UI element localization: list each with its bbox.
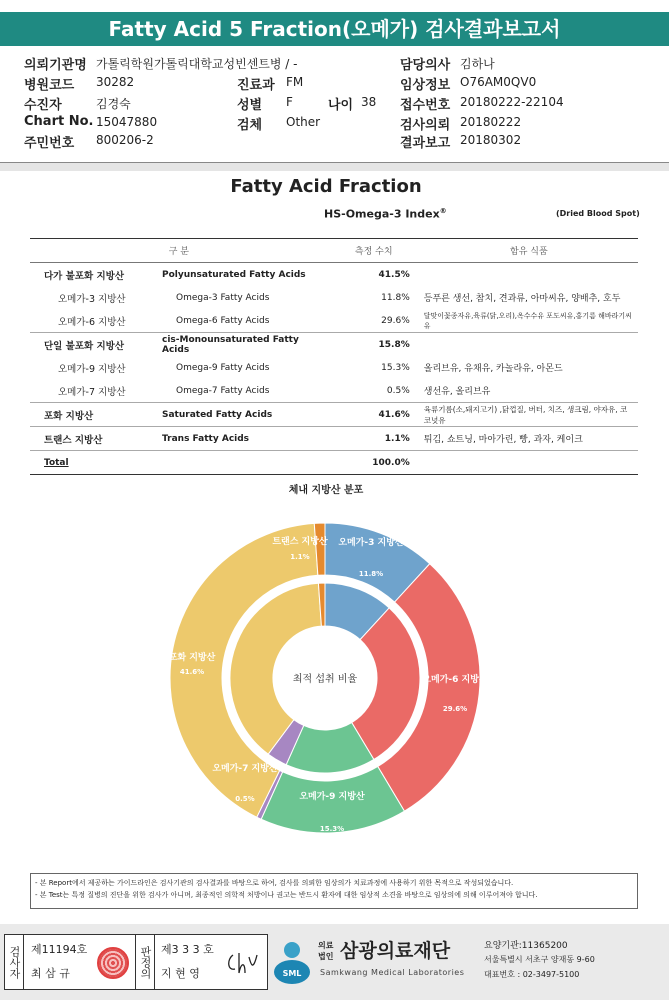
row-eng: Polyunsaturated Fatty Acids: [158, 263, 328, 287]
table-row: [30, 356, 638, 379]
row-eng: Omega-7 Fatty Acids: [176, 385, 270, 396]
org-code: 요양기관:11365200: [484, 941, 568, 951]
reviewer-number: 제3 3 3 호: [161, 943, 214, 956]
chart-no-value: 15047880: [96, 115, 158, 129]
patient-value: 김경숙: [96, 97, 131, 111]
row-value: 29.6%: [381, 315, 410, 326]
specimen-type: (Dried Blood Spot): [556, 209, 640, 218]
fatty-acid-donut-chart: [0, 500, 669, 860]
reviewer-signature-icon: [225, 949, 259, 977]
omega7-value: 0.5%: [235, 795, 255, 803]
table-row: [30, 379, 638, 403]
age-value: 38: [361, 95, 377, 109]
org-prefix-line2: 법인: [318, 952, 334, 961]
org-name: 삼광의료재단: [340, 940, 451, 962]
row-value: 41.5%: [328, 263, 420, 287]
examiner-label: 검사자: [5, 935, 24, 989]
row-food: 튀김, 쇼트닝, 마아가린, 빵, 과자, 케이크: [420, 427, 638, 451]
section-title: Fatty Acid Fraction: [230, 176, 422, 197]
omega3-name: 오메가-3 지방산: [338, 538, 404, 548]
row-food: 등푸른 생선, 참치, 견과류, 아마씨유, 양배추, 호두: [423, 294, 621, 304]
saturated-value: 41.6%: [179, 668, 205, 676]
resident-no-value: 800206-2: [96, 133, 154, 147]
row-food: 올리브유, 유채유, 카놀라유, 아몬드: [423, 364, 563, 374]
report-title: Fatty Acid 5 Fraction(오메가) 검사결과보고서: [0, 12, 669, 46]
row-eng: cis-Monounsaturated Fatty Acids: [158, 333, 328, 357]
row-kor: 다가 불포화 지방산: [30, 263, 158, 287]
trans-value: 1.1%: [290, 553, 310, 561]
examiner-name: 최 삼 규: [31, 967, 70, 980]
org-prefix-line1: 의료: [318, 941, 334, 950]
org-phone: 대표번호 : 02-3497-5100: [484, 970, 580, 979]
table-row-total: [30, 451, 638, 475]
fatty-acid-table: [30, 238, 638, 475]
table-header: [30, 239, 638, 263]
row-value: 15.8%: [328, 333, 420, 357]
age-label: 나이: [328, 98, 354, 113]
report-date-value: 20180302: [460, 133, 522, 147]
row-kor: 오메가-6 지방산: [58, 316, 126, 328]
doctor-label: 담당의사: [400, 58, 451, 73]
reception-label: 접수번호: [400, 98, 451, 113]
index-label-text: HS-Omega-3 Index: [324, 207, 440, 221]
department-value: FM: [286, 75, 304, 89]
omega9-name: 오메가-9 지방산: [299, 792, 365, 802]
signature-box: [4, 934, 268, 990]
specimen-label: 검체: [237, 118, 263, 133]
logo-text: SML: [282, 969, 302, 978]
row-kor: 오메가-3 지방산: [58, 293, 126, 305]
row-eng: Omega-3 Fatty Acids: [176, 292, 270, 303]
row-kor: 오메가-9 지방산: [58, 363, 126, 375]
row-kor: 트랜스 지방산: [30, 427, 158, 451]
reception-value: 20180222-22104: [460, 95, 564, 109]
chart-title: 체내 지방산 분포: [288, 485, 364, 496]
row-value: 1.1%: [328, 427, 420, 451]
report-notes: [30, 873, 638, 909]
omega3-value: 11.8%: [358, 570, 384, 578]
report-date-label: 결과보고: [400, 136, 451, 151]
row-kor: 포화 지방산: [30, 403, 158, 427]
col-value: 측정 수치: [328, 239, 420, 263]
row-kor: Total: [30, 451, 158, 475]
sex-value: F: [286, 95, 293, 109]
omega6-name: 오메가-6 지방산: [422, 675, 488, 685]
trans-name: 트랜스 지방산: [272, 537, 328, 547]
row-eng: Omega-6 Fatty Acids: [176, 315, 270, 326]
hospital-code-label: 병원코드: [24, 78, 75, 93]
footer: [0, 924, 669, 1000]
row-value: 100.0%: [328, 451, 420, 475]
row-value: 11.8%: [381, 292, 410, 303]
col-category: 구 분: [30, 239, 328, 263]
patient-label: 수진자: [24, 98, 62, 113]
row-value: 15.3%: [381, 362, 410, 373]
clinical-info-label: 임상정보: [400, 78, 451, 93]
row-eng: [158, 451, 328, 475]
hospital-code-value: 30282: [96, 75, 135, 89]
table-row: [30, 309, 638, 333]
note-line-1: - 본 Report에서 제공하는 가이드라인은 검사기관의 검사결과를 바탕으로 하여, 검사를 의뢰한 임상의가 치료과정에 사용하기 위한 목적으로 작성되었습니다.: [35, 879, 514, 887]
table-row: [30, 427, 638, 451]
specimen-value: Other: [286, 115, 321, 129]
table-row: [30, 263, 638, 287]
row-value: 0.5%: [386, 385, 410, 396]
table-row: [30, 286, 638, 309]
official-seal-icon: [97, 947, 129, 979]
col-food: 함유 식품: [420, 239, 638, 263]
request-date-value: 20180222: [460, 115, 522, 129]
clinical-info-value: O76AM0QV0: [460, 75, 537, 89]
reviewer-label: 판정의: [135, 935, 155, 989]
row-eng: Trans Fatty Acids: [158, 427, 328, 451]
table-row: [30, 403, 638, 427]
omega9-value: 15.3%: [319, 825, 345, 833]
org-english-name: Samkwang Medical Laboratories: [320, 968, 465, 977]
table-row: [30, 333, 638, 357]
row-value: 41.6%: [328, 403, 420, 427]
saturated-name: 포화 지방산: [168, 653, 216, 663]
row-food: [420, 333, 638, 357]
request-date-label: 검사의뢰: [400, 118, 451, 133]
sex-label: 성별: [237, 98, 263, 113]
omega6-value: 29.6%: [442, 705, 468, 713]
department-label: 진료과: [237, 78, 275, 93]
reviewer-name: 지 현 영: [161, 967, 200, 980]
row-food: [420, 263, 638, 287]
row-food: 생선유, 올리브유: [423, 387, 491, 397]
resident-no-label: 주민번호: [24, 136, 75, 151]
patient-info: [0, 0, 669, 160]
row-kor: 단일 불포화 지방산: [30, 333, 158, 357]
index-label: [324, 207, 447, 221]
examiner-number: 제11194호: [31, 943, 88, 956]
institution-value: 가톨릭학원가톨릭대학교성빈센트병 / -: [96, 57, 298, 71]
registered-mark: ®: [439, 207, 447, 215]
org-prefix: [318, 940, 333, 962]
sml-logo-shape: [272, 936, 312, 986]
divider-band: [0, 163, 669, 171]
row-food: [420, 451, 638, 475]
chart-no-label: Chart No.: [24, 114, 94, 129]
row-food: 육류기름(소,돼지고기) ,닭껍질, 버터, 치즈, 생크림, 야자유, 코코넛유: [420, 403, 638, 427]
row-eng: Omega-9 Fatty Acids: [176, 362, 270, 373]
org-address: 서울특별시 서초구 양재동 9-60: [484, 955, 595, 964]
row-eng: Saturated Fatty Acids: [158, 403, 328, 427]
institution-label: 의뢰기관명: [24, 58, 87, 73]
doctor-value: 김하나: [460, 57, 495, 71]
row-food: 달맞이꽃종자유,육류(닭,오리),옥수수유 포도씨유,홍기름 해바라기씨유: [423, 311, 632, 330]
center-label: 최적 섭취 비율: [292, 674, 358, 685]
note-line-2: - 본 Test는 특정 질병의 진단을 위한 검사가 아니며, 최종적인 의학적 처방이나 권고는 반드시 환자에 대한 임상적 소견을 바탕으로 임상의에 의해 이루어져야 합니다.: [35, 891, 538, 899]
sml-logo-icon: [272, 936, 312, 986]
omega7-name: 오메가-7 지방산: [212, 764, 278, 774]
row-kor: 오메가-7 지방산: [58, 386, 126, 398]
